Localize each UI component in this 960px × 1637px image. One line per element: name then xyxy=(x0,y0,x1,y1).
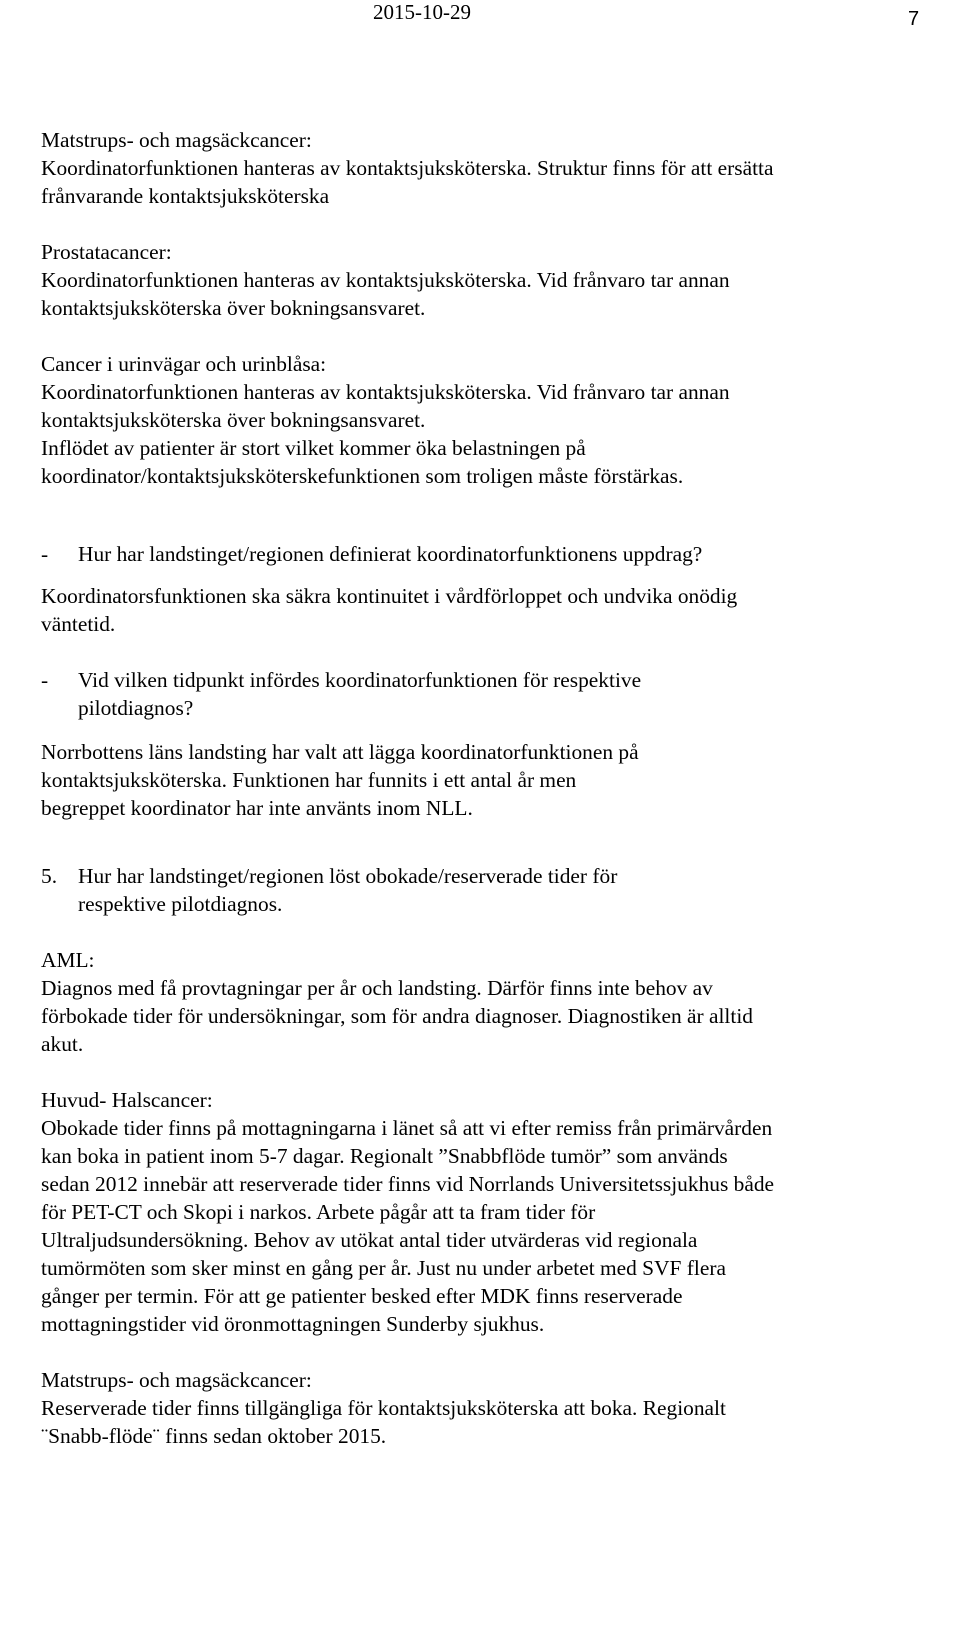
answer-line: begreppet koordinator har inte använts inom NLL. xyxy=(41,796,473,820)
paragraph-line: gånger per termin. För att ge patienter besked efter MDK finns reserverade xyxy=(41,1284,683,1308)
section-heading: AML: xyxy=(41,948,95,972)
paragraph-line: Diagnos med få provtagningar per år och landsting. Därför finns inte behov av xyxy=(41,976,713,1000)
question-5 xyxy=(41,862,959,918)
section-urinvagar xyxy=(41,350,959,490)
section-heading: Prostatacancer: xyxy=(41,240,172,264)
paragraph-line: mottagningstider vid öronmottagningen Sunderby sjukhus. xyxy=(41,1312,545,1336)
paragraph-line: förbokade tider för undersökningar, som för andra diagnoser. Diagnostiken är alltid xyxy=(41,1004,753,1028)
paragraph-line: tumörmöten som sker minst en gång per år. Just nu under arbetet med SVF flera xyxy=(41,1256,726,1280)
list-dash: - xyxy=(41,542,49,566)
paragraph-line: Koordinatorfunktionen hanteras av kontaktsjuksköterska. Struktur finns för att ersätta xyxy=(41,156,774,180)
question-item xyxy=(41,540,959,568)
paragraph-line: kan boka in patient inom 5-7 dagar. Regionalt ”Snabbflöde tumör” som används xyxy=(41,1144,728,1168)
question-continuation xyxy=(41,890,959,918)
question-definition xyxy=(41,540,959,638)
paragraph-line: Reserverade tider finns tillgängliga för kontaktsjuksköterska att boka. Regionalt xyxy=(41,1396,726,1420)
document-body xyxy=(41,126,959,1450)
section-heading: Huvud- Halscancer: xyxy=(41,1088,213,1112)
paragraph-line: kontaktsjuksköterska över bokningsansvaret. xyxy=(41,408,426,432)
question-item xyxy=(41,666,959,694)
paragraph-line: kontaktsjuksköterska över bokningsansvaret. xyxy=(41,296,426,320)
answer-line: kontaktsjuksköterska. Funktionen har funnits i ett antal år men xyxy=(41,768,577,792)
question-text: Vid vilken tidpunkt infördes koordinatorfunktionen för respektive xyxy=(78,668,642,692)
section-aml xyxy=(41,946,959,1058)
page-number: 7 xyxy=(908,8,920,30)
paragraph-line: koordinator/kontaktsjuksköterskefunktionen som troligen måste förstärkas. xyxy=(41,464,684,488)
section-heading: Matstrups- och magsäckcancer: xyxy=(41,128,312,152)
paragraph-line: Inflödet av patienter är stort vilket kommer öka belastningen på xyxy=(41,436,586,460)
numbered-question xyxy=(41,862,959,890)
question-text: Hur har landstinget/regionen löst obokade/reserverade tider för xyxy=(78,864,618,888)
paragraph-line: akut. xyxy=(41,1032,84,1056)
section-heading: Cancer i urinvägar och urinblåsa: xyxy=(41,352,327,376)
paragraph-line: för PET-CT och Skopi i narkos. Arbete pågår att ta fram tider för xyxy=(41,1200,596,1224)
paragraph-line: Ultraljudsundersökning. Behov av utökat antal tider utvärderas vid regionala xyxy=(41,1228,698,1252)
question-text: respektive pilotdiagnos. xyxy=(78,892,283,916)
paragraph-line: ¨Snabb-flöde¨ finns sedan oktober 2015. xyxy=(41,1424,387,1448)
paragraph-line: Koordinatorfunktionen hanteras av kontaktsjuksköterska. Vid frånvaro tar annan xyxy=(41,268,730,292)
paragraph-line: sedan 2012 innebär att reserverade tider finns vid Norrlands Universitetssjukhus både xyxy=(41,1172,775,1196)
section-matstrups-koordinator xyxy=(41,126,959,210)
answer-line: väntetid. xyxy=(41,612,116,636)
paragraph-line: Obokade tider finns på mottagningarna i länet så att vi efter remiss från primärvården xyxy=(41,1116,773,1140)
question-text: pilotdiagnos? xyxy=(78,696,194,720)
section-huvud-hals xyxy=(41,1086,959,1338)
paragraph-line: Koordinatorfunktionen hanteras av kontaktsjuksköterska. Vid frånvaro tar annan xyxy=(41,380,730,404)
section-heading: Matstrups- och magsäckcancer: xyxy=(41,1368,312,1392)
answer-line: Koordinatorsfunktionen ska säkra kontinuitet i vårdförloppet och undvika onödig xyxy=(41,584,738,608)
answer-line: Norrbottens läns landsting har valt att lägga koordinatorfunktionen på xyxy=(41,740,639,764)
list-dash: - xyxy=(41,668,49,692)
section-matstrups-reserverade xyxy=(41,1366,959,1450)
question-number: 5. xyxy=(41,864,58,888)
paragraph-line: frånvarande kontaktsjuksköterska xyxy=(41,184,330,208)
question-introduced xyxy=(41,666,959,822)
page-date: 2015-10-29 xyxy=(373,0,471,24)
question-continuation xyxy=(41,694,959,722)
section-prostata xyxy=(41,238,959,322)
question-text: Hur har landstinget/regionen definierat koordinatorfunktionens uppdrag? xyxy=(78,542,703,566)
